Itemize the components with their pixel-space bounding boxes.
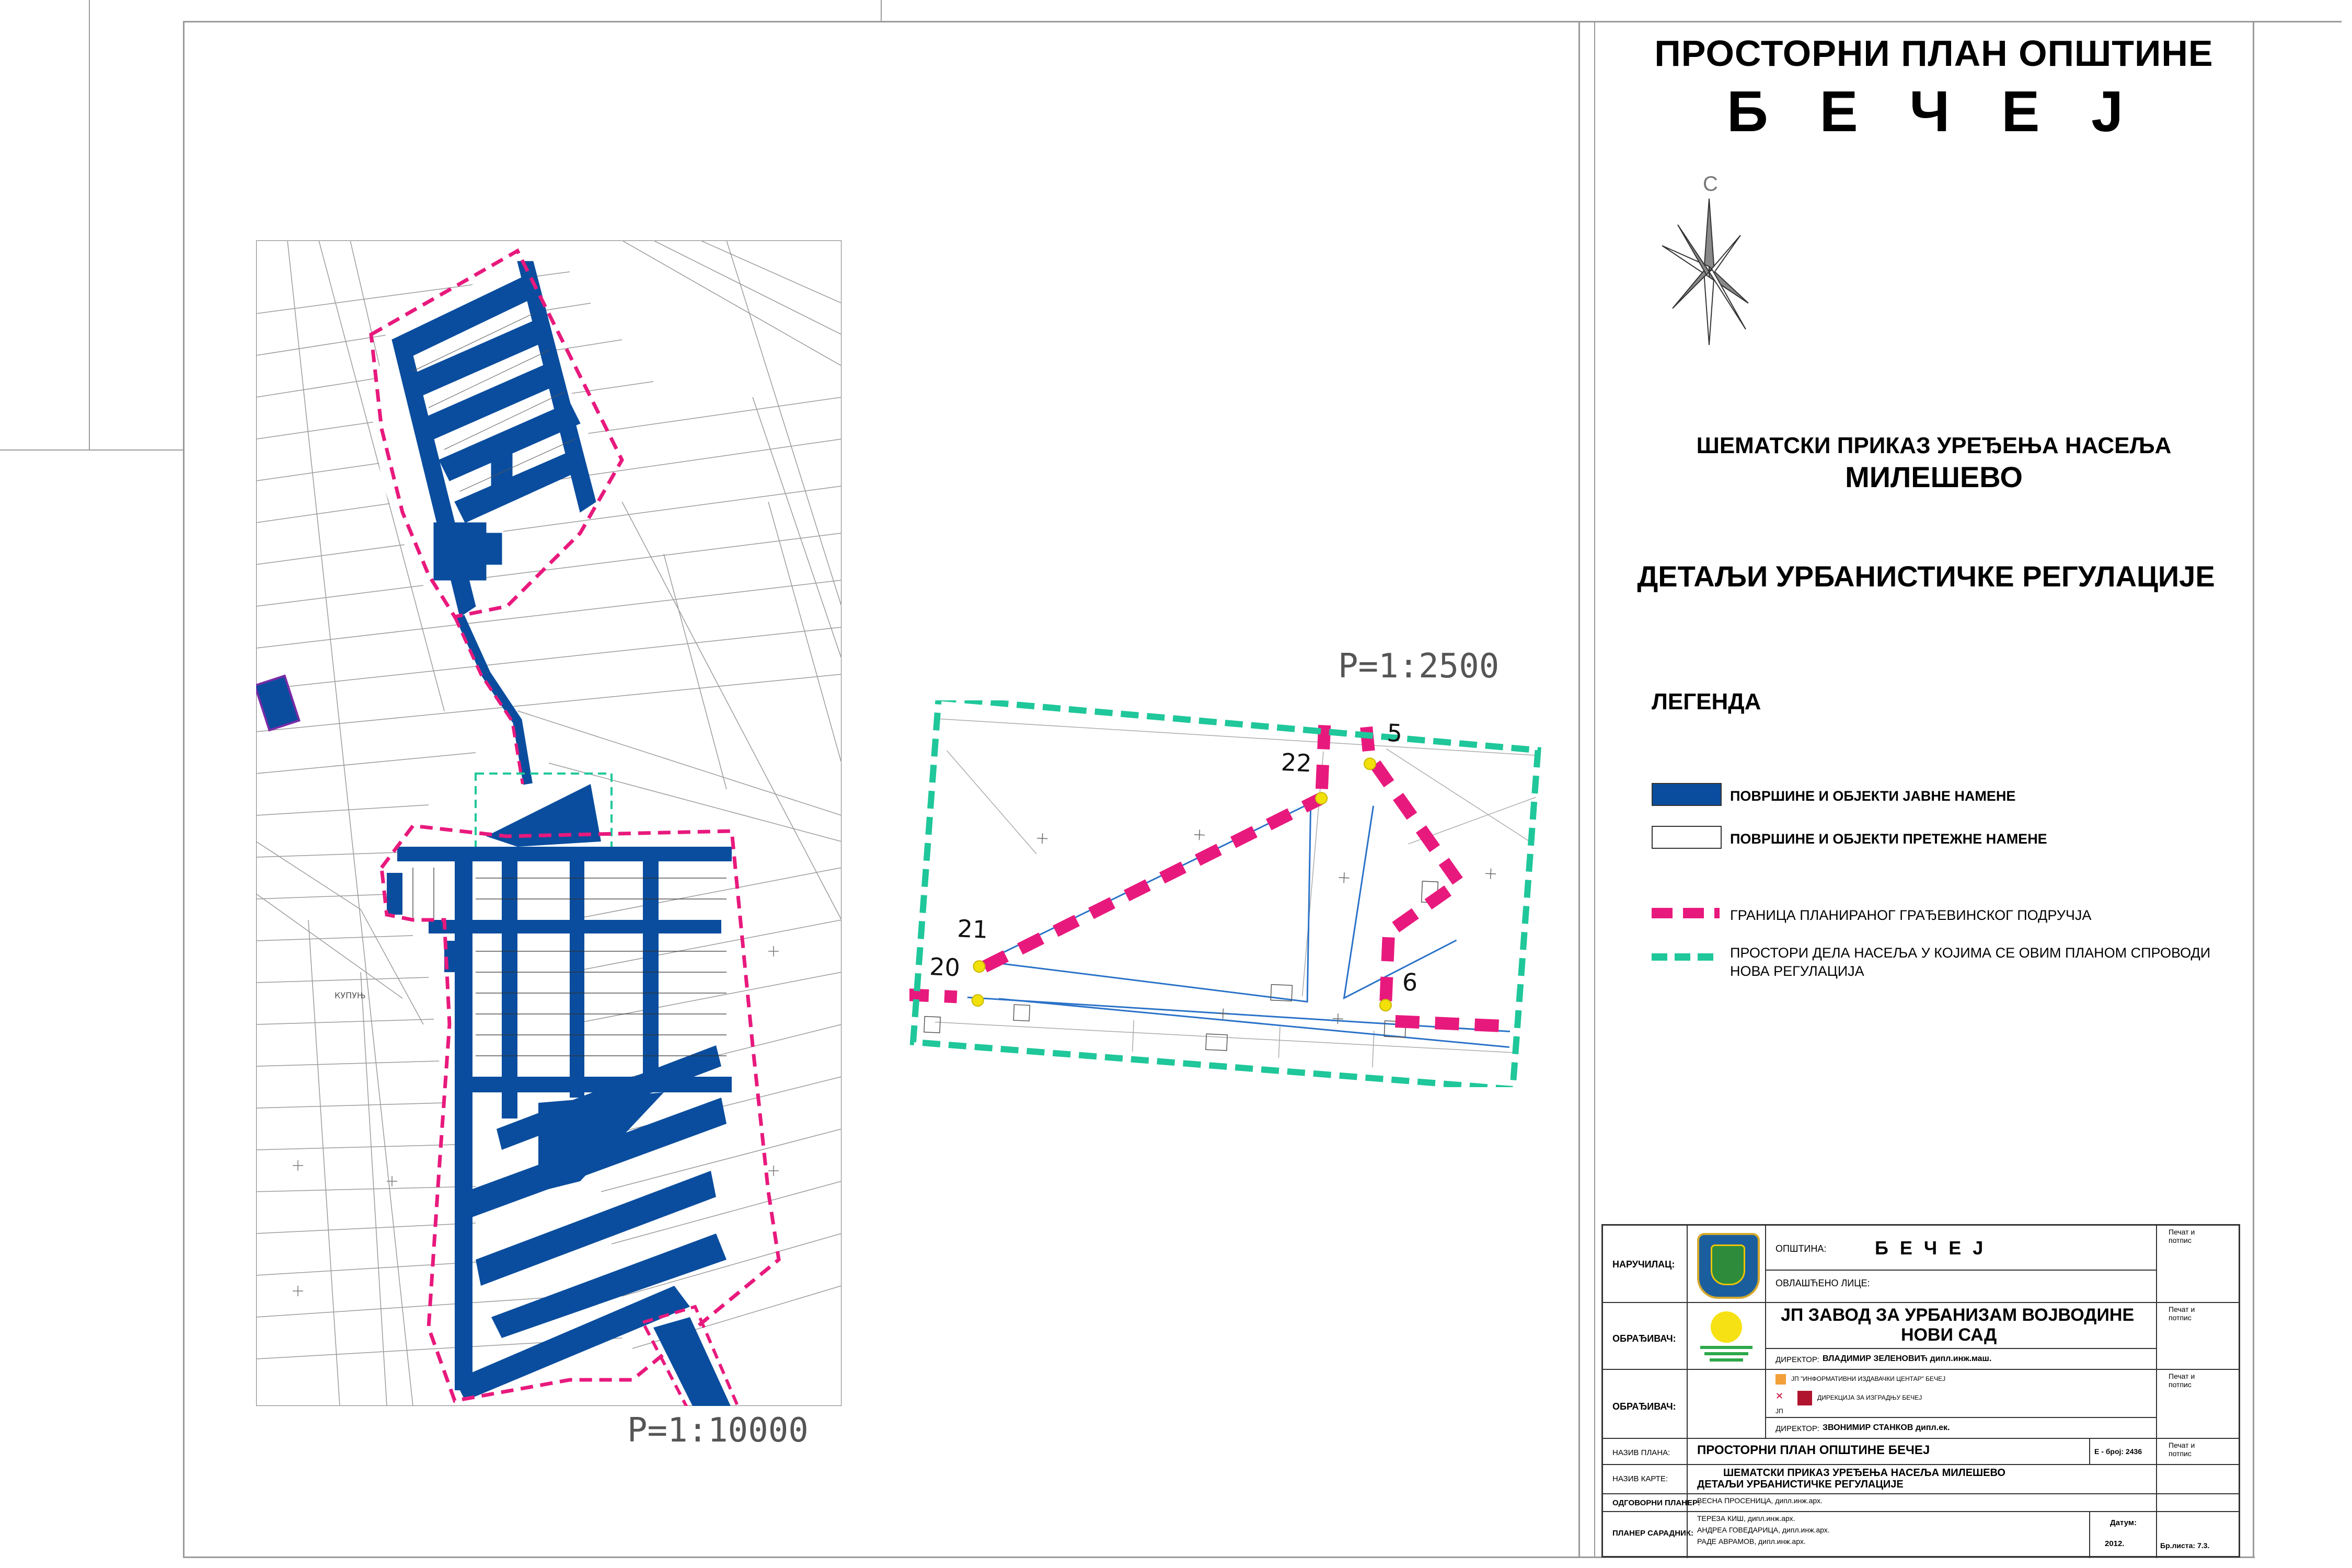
section-subtitle: ДЕТАЉИ УРБАНИСТИЧКЕ РЕГУЛАЦИЈЕ bbox=[1637, 560, 2215, 593]
director2-label: ДИРЕКТОР: bbox=[1775, 1424, 1819, 1433]
director2-name: ЗВОНИМИР СТАНКОВ дипл.ек. bbox=[1823, 1423, 1950, 1432]
coprocessor-prefix: ЈП bbox=[1775, 1408, 1783, 1415]
processor-label: ОБРАЂИВАЧ: bbox=[1612, 1333, 1676, 1344]
scale-detail: Р=1:2500 bbox=[1338, 647, 1500, 686]
frame-divider bbox=[1578, 21, 1580, 1558]
municipality-value: Б Е Ч Е Ј bbox=[1875, 1237, 1987, 1259]
sheet-number: Бр.листа: 7.3. bbox=[2160, 1541, 2210, 1550]
e-number: Е - број: 2436 bbox=[2094, 1447, 2142, 1456]
point-label-5: 5 bbox=[1386, 718, 1403, 747]
associate-1: ТЕРЕЗА КИШ, дипл.инж.арх. bbox=[1697, 1514, 1795, 1523]
section-title: ШЕМАТСКИ ПРИКАЗ УРЕЂЕЊА НАСЕЉА bbox=[1696, 433, 2172, 458]
municipal-coat-of-arms bbox=[1697, 1233, 1760, 1299]
legend-label-predominant: ПОВРШИНЕ И ОБЈЕКТИ ПРЕТЕЖНЕ НАМЕНЕ bbox=[1730, 831, 2047, 847]
coprocessor-line-1: ЈП "ИНФОРМАТИВНИ ИЗДАВАЧКИ ЦЕНТАР" БЕЧЕЈ bbox=[1791, 1375, 1946, 1382]
compass-rose-icon bbox=[1657, 172, 1751, 350]
point-label-6: 6 bbox=[1401, 967, 1419, 997]
point-label-22: 22 bbox=[1280, 747, 1312, 778]
fold-mark-left-v bbox=[89, 0, 90, 451]
map-name-label: НАЗИВ КАРТЕ: bbox=[1612, 1474, 1668, 1483]
frame-divider-inner bbox=[1594, 21, 1595, 1558]
institute-name-2: НОВИ САД bbox=[1901, 1325, 1997, 1345]
point-label-21: 21 bbox=[956, 914, 989, 944]
point-label-20: 20 bbox=[929, 952, 961, 982]
detail-regulation-map bbox=[909, 700, 1552, 1087]
north-label: С bbox=[1703, 172, 1718, 195]
legend-swatch-new-regulation bbox=[1652, 949, 1720, 965]
associate-2: АНДРЕА ГОВЕДАРИЦА, дипл.инж.арх. bbox=[1697, 1526, 1830, 1534]
institute-logo bbox=[1697, 1309, 1755, 1367]
coprocessor-mark-x: ✕ bbox=[1775, 1391, 1784, 1401]
date-label: Датум: bbox=[2110, 1518, 2137, 1527]
associate-3: РАДЕ АВРАМОВ, дипл.инж.арх. bbox=[1697, 1537, 1806, 1546]
institute-name-1: ЈП ЗАВОД ЗА УРБАНИЗАМ ВОЈВОДИНЕ bbox=[1781, 1305, 2135, 1325]
settlement-map bbox=[256, 240, 841, 1406]
frame-top bbox=[183, 21, 2342, 22]
title-block bbox=[1601, 1224, 2240, 1558]
coprocessor-label: ОБРАЂИВАЧ: bbox=[1612, 1401, 1676, 1412]
plan-title: ПРОСТОРНИ ПЛАН ОПШТИНЕ bbox=[1654, 33, 2213, 74]
municipality-label: ОПШТИНА: bbox=[1775, 1243, 1827, 1254]
municipality-title: Б Е Ч Е Ј bbox=[1726, 79, 2141, 144]
coprocessor-mark-red bbox=[1797, 1391, 1812, 1405]
map-name-line-2: ДЕТАЉИ УРБАНИСТИЧКЕ РЕГУЛАЦИЈЕ bbox=[1697, 1479, 1904, 1490]
plan-name-label: НАЗИВ ПЛАНА: bbox=[1612, 1448, 1670, 1457]
lead-planner-name: ВЕСНА ПРОСЕНИЦА, дипл.инж.арх. bbox=[1697, 1496, 1823, 1505]
coprocessor-mark-orange bbox=[1775, 1374, 1786, 1385]
date-value: 2012. bbox=[2105, 1539, 2125, 1548]
stamp-label-4: Печат и потпис bbox=[2169, 1441, 2195, 1458]
legend-label-new-regulation bbox=[1730, 945, 2210, 979]
map-name-line-1: ШЕМАТСКИ ПРИКАЗ УРЕЂЕЊА НАСЕЉА МИЛЕШЕВО bbox=[1723, 1467, 2005, 1479]
legend-label-new-regulation-1: ПРОСТОРИ ДЕЛА НАСЕЉА У КОЈИМА СЕ ОВИМ ПЛАНОМ СПРОВОДИ bbox=[1730, 945, 2211, 961]
settlement-name: МИЛЕШЕВО bbox=[1845, 460, 2023, 493]
director1-name: ВЛАДИМИР ЗЕЛЕНОВИЋ дипл.инж.маш. bbox=[1823, 1354, 1992, 1363]
legend-swatch-predominant bbox=[1652, 826, 1722, 849]
frame-left bbox=[183, 21, 185, 1558]
scale-main: Р=1:10000 bbox=[627, 1411, 809, 1450]
svg-text:КУПУЊ: КУПУЊ bbox=[335, 990, 366, 1000]
client-label: НАРУЧИЛАЦ: bbox=[1612, 1259, 1675, 1270]
stamp-label-1: Печат и потпис bbox=[2169, 1228, 2195, 1244]
director1-label: ДИРЕКТОР: bbox=[1775, 1355, 1819, 1364]
legend-label-new-regulation-2: НОВА РЕГУЛАЦИЈА bbox=[1730, 963, 1864, 979]
authorized-label: ОВЛАШЋЕНО ЛИЦЕ: bbox=[1775, 1278, 1870, 1288]
legend-swatch-public bbox=[1652, 783, 1722, 806]
fold-mark-left bbox=[0, 449, 184, 451]
legend-title: ЛЕГЕНДА bbox=[1652, 689, 1761, 714]
legend-label-public: ПОВРШИНЕ И ОБЈЕКТИ ЈАВНЕ НАМЕНЕ bbox=[1730, 788, 2016, 804]
frame-right bbox=[2253, 21, 2254, 1558]
legend-swatch-boundary bbox=[1652, 905, 1720, 921]
stamp-label-2: Печат и потпис bbox=[2169, 1305, 2195, 1322]
stamp-label-3: Печат и потпис bbox=[2169, 1372, 2195, 1389]
lead-planner-label: ОДГОВОРНИ ПЛАНЕР: bbox=[1612, 1498, 1700, 1507]
associates-label: ПЛАНЕР САРАДНИК: bbox=[1612, 1529, 1693, 1538]
plan-name-value: ПРОСТОРНИ ПЛАН ОПШТИНЕ БЕЧЕЈ bbox=[1697, 1443, 1930, 1457]
fold-mark-top bbox=[881, 0, 882, 22]
coprocessor-line-2: ДИРЕКЦИЈА ЗА ИЗГРАДЊУ БЕЧЕЈ bbox=[1817, 1394, 1922, 1401]
legend-label-boundary: ГРАНИЦА ПЛАНИРАНОГ ГРАЂЕВИНСКОГ ПОДРУЧЈА bbox=[1730, 907, 2092, 923]
